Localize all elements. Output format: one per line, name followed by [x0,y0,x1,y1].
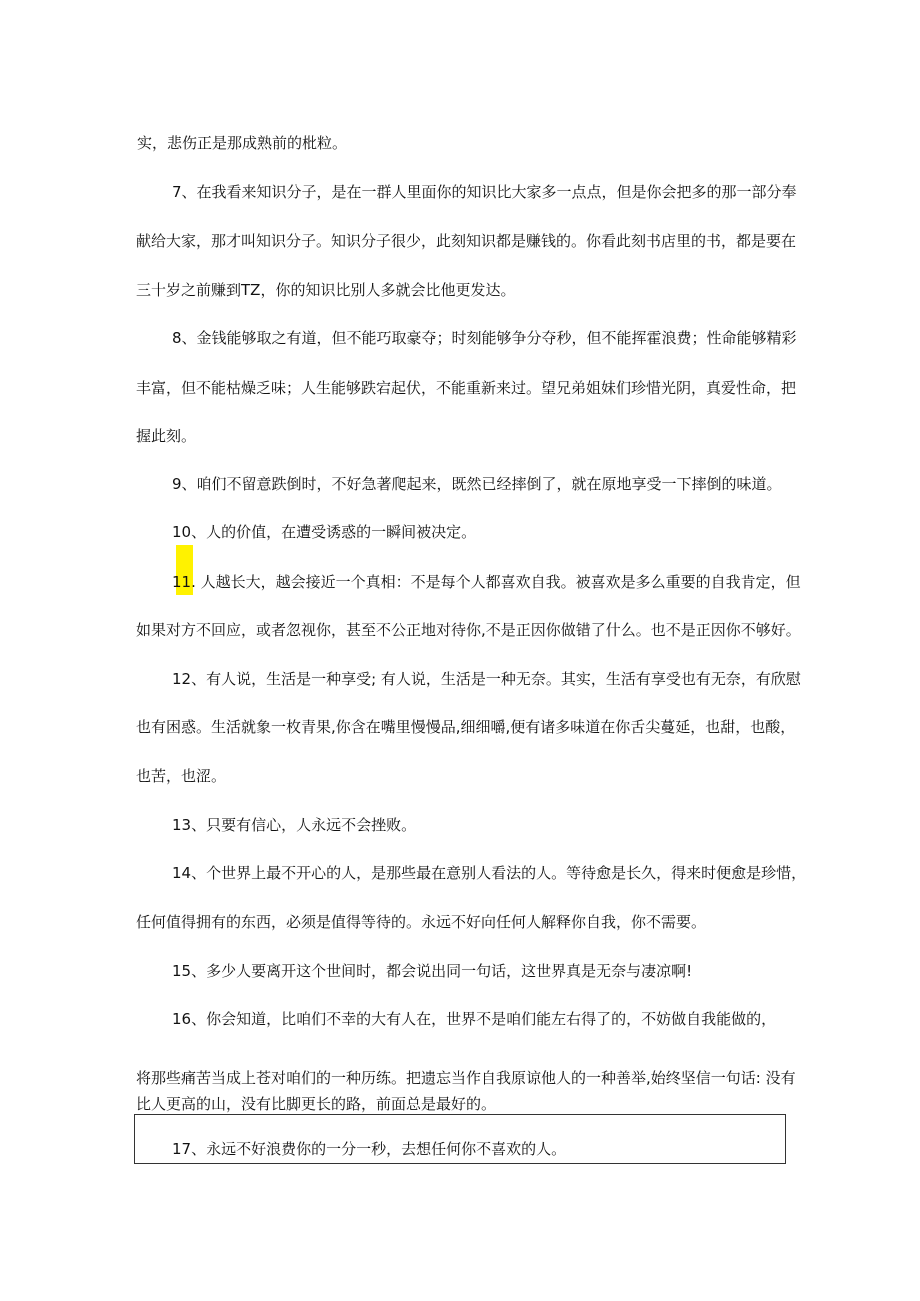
text-line: 10、人的价值，在遭受诱惑的一瞬间被决定。 [172,523,477,541]
text-line: 丰富，但不能枯燥乏味；人生能够跌宕起伏，不能重新来过。望兄弟姐妹们珍惜光阴，真爱性命，把 [136,379,797,397]
text-line: 12、有人说，生活是一种享受; 有人说，生活是一种无奈。其实，生活有享受也有无奈，有欣慰 [172,670,801,688]
text-line: 实，悲伤正是那成熟前的枇粒。 [137,134,348,152]
text-line: 献给大家，那才叫知识分子。知识分子很少，此刻知识都是赚钱的。你看此刻书店里的书，都是要在 [136,232,797,250]
text-line: 9、咱们不留意跌倒时，不好急著爬起来，既然已经摔倒了，就在原地享受一下摔倒的味道。 [172,475,782,493]
text-line: 握此刻。 [136,427,197,445]
text-line: 将那些痛苦当成上苍对咱们的一种历练。把遗忘当作自我原谅他人的一种善举,始终坚信一句话: 没有 [136,1069,796,1087]
text-line: 13、只要有信心，人永远不会挫败。 [172,816,417,834]
text-line: 15、多少人要离开这个世间时，都会说出同一句话，这世界真是无奈与凄凉啊! [172,962,693,980]
text-line: 14、个世界上最不开心的人，是那些最在意别人看法的人。等待愈是长久，得来时便愈是珍惜， [172,864,807,882]
text-line: 11. 人越长大，越会接近一个真相：不是每个人都喜欢自我。被喜欢是多么重要的自我肯定，但 [172,573,801,591]
text-line: 三十岁之前赚到TZ，你的知识比别人多就会比他更发达。 [136,281,516,299]
text-line: 7、在我看来知识分子，是在一群人里面你的知识比大家多一点点，但是你会把多的那一部分奉 [172,183,797,201]
text-line: 如果对方不回应，或者忽视你，甚至不公正地对待你,不是正因你做错了什么。也不是正因你不够好。 [136,621,801,639]
text-line: 也苦，也涩。 [136,767,227,785]
text-line: 任何值得拥有的东西，必须是值得等待的。永远不好向任何人解释你自我，你不需要。 [136,913,707,931]
text-line: 16、你会知道，比咱们不幸的大有人在，世界不是咱们能左右得了的，不妨做自我能做的， [172,1010,777,1028]
text-line: 8、金钱能够取之有道，但不能巧取豪夺；时刻能够争分夺秒，但不能挥霍浪费；性命能够精彩 [172,329,797,347]
text-line: 比人更高的山，没有比脚更长的路，前面总是最好的。 [136,1095,497,1113]
text-line: 17、永远不好浪费你的一分一秒，去想任何你不喜欢的人。 [172,1140,567,1158]
text-line: 也有困惑。生活就象一枚青果,你含在嘴里慢慢品,细细嚼,便有诸多味道在你舌尖蔓延，也甜，也酸， [136,718,796,736]
